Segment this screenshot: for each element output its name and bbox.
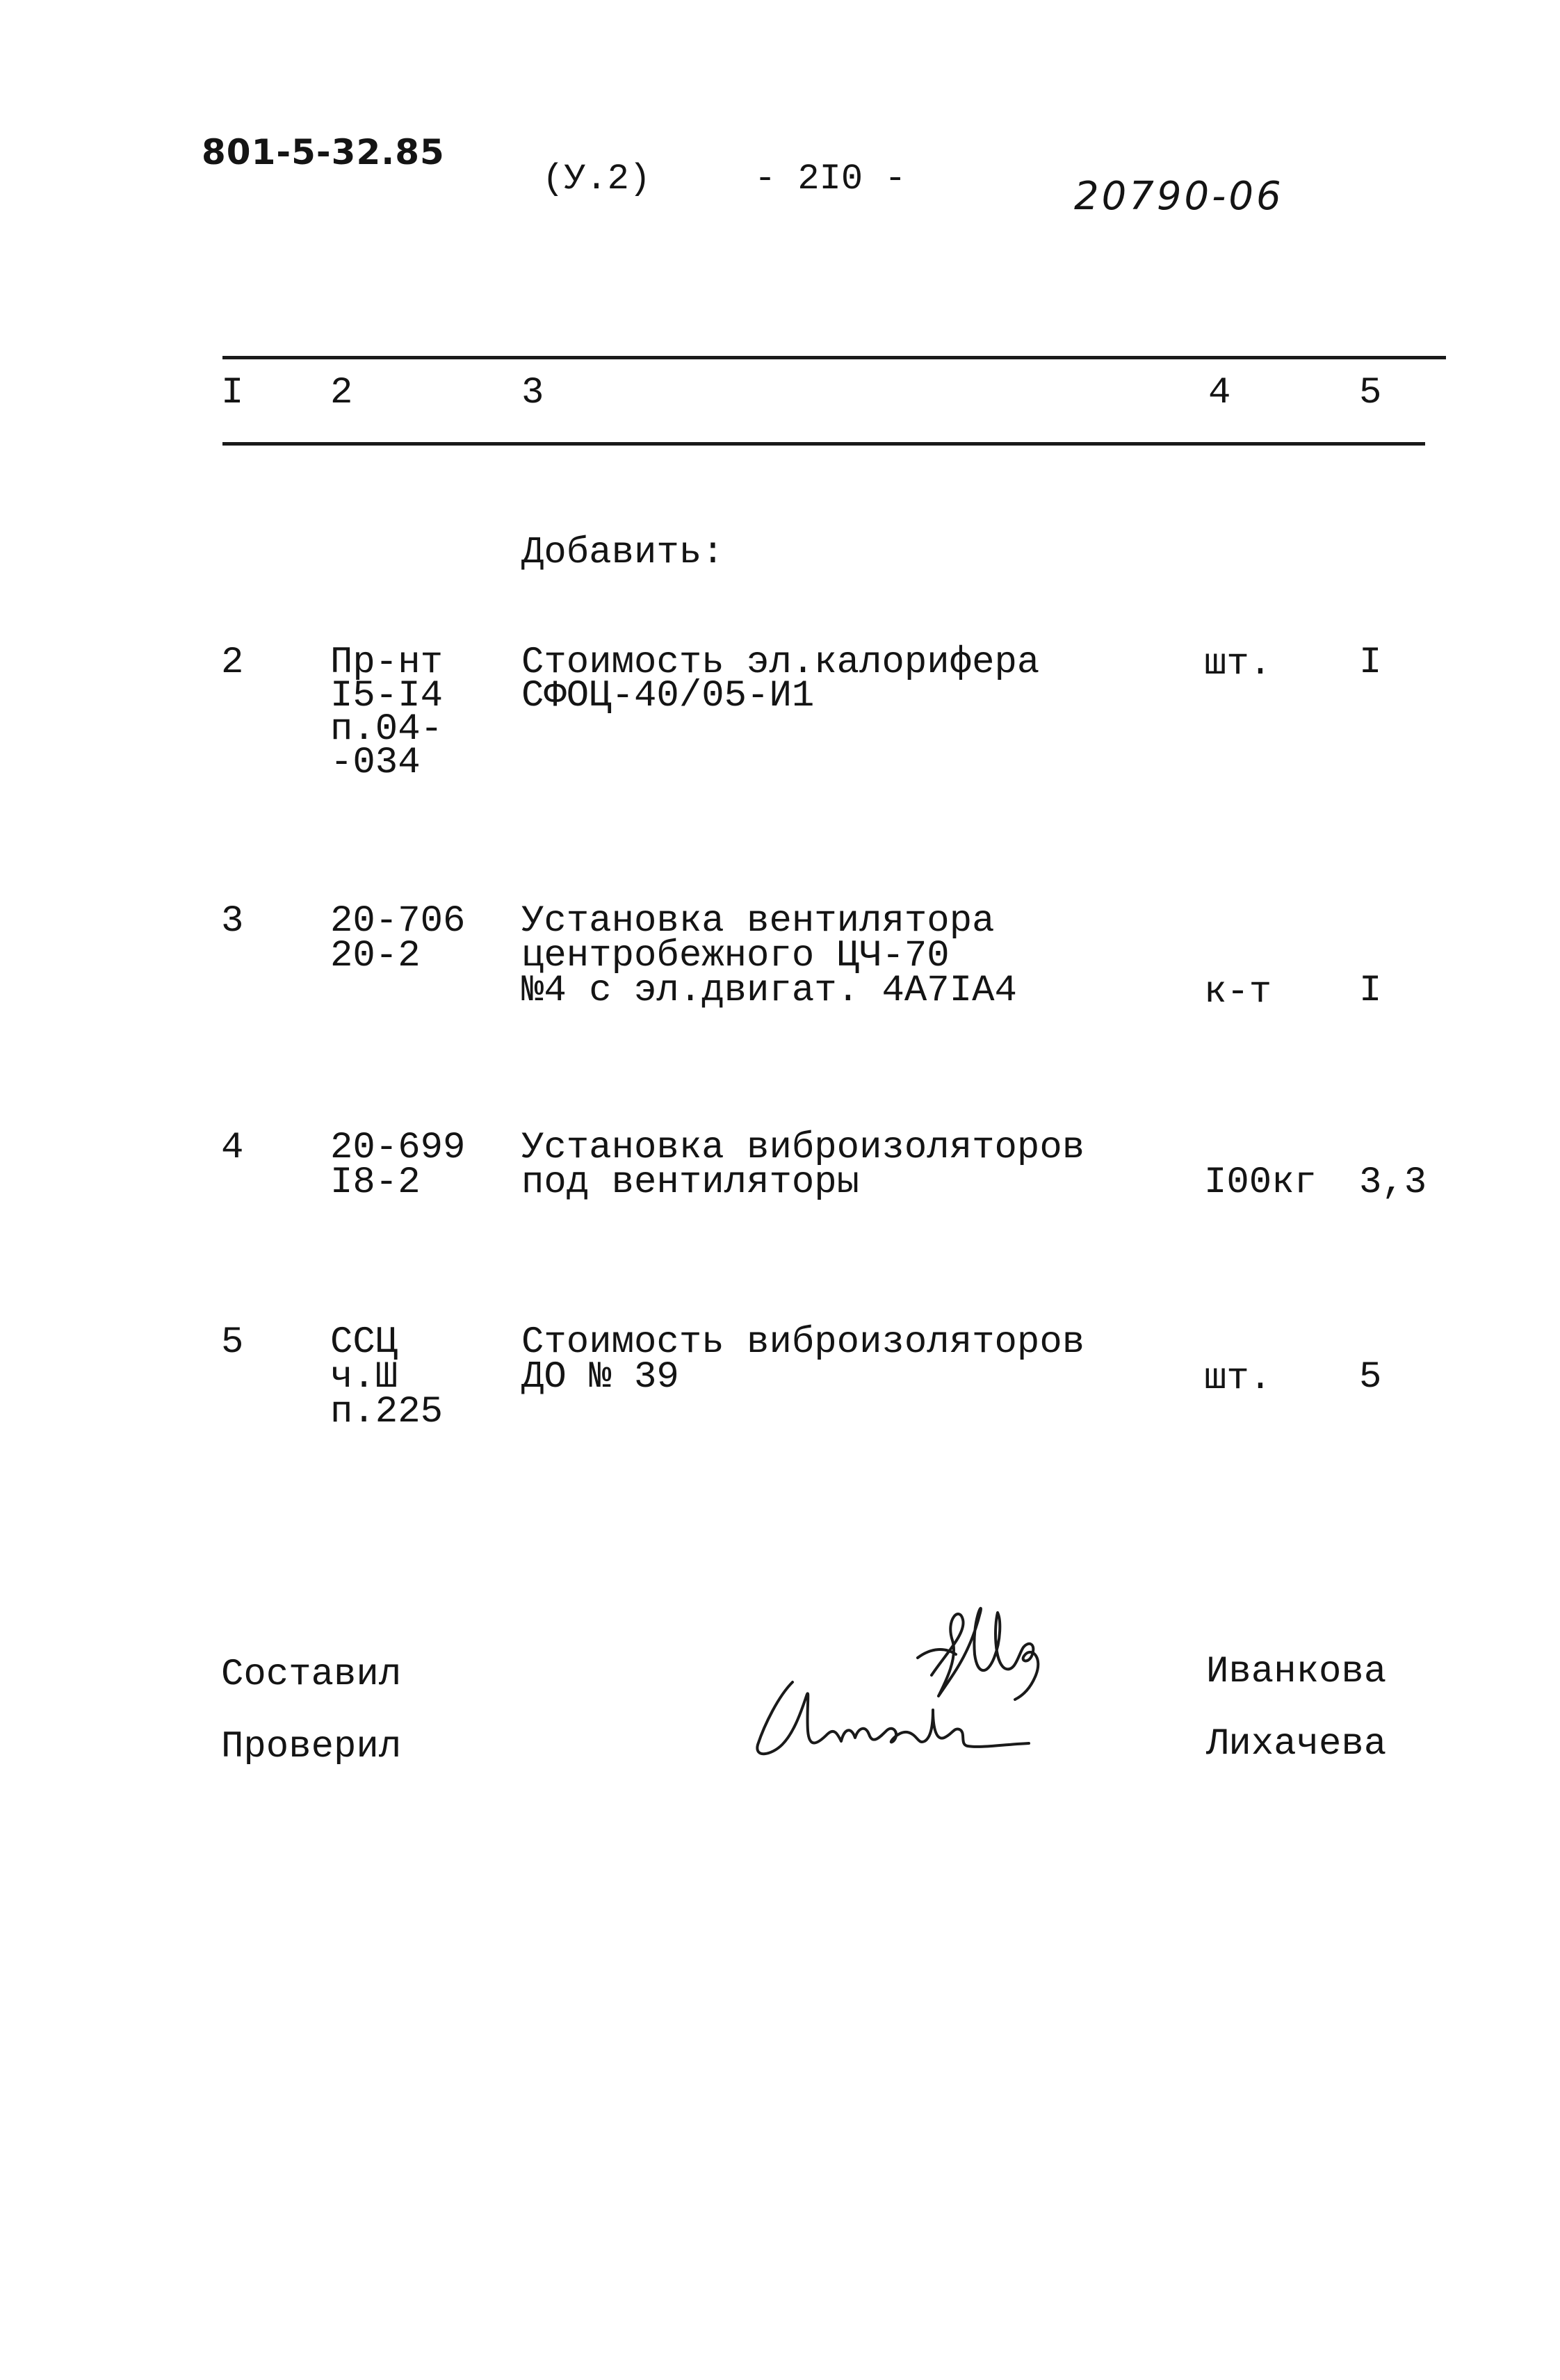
row-unit: шт.: [1204, 643, 1272, 685]
column-header-1: I: [221, 372, 244, 414]
row-description-line: ДО № 39: [521, 1356, 679, 1399]
table-top-rule: [222, 356, 1446, 359]
row-description-line: Стоимость виброизоляторов: [521, 1321, 1085, 1364]
column-header-3: 3: [521, 372, 544, 414]
row-unit: шт.: [1204, 1358, 1272, 1400]
column-header-2: 2: [330, 372, 353, 414]
row-description-line: Установка виброизоляторов: [521, 1127, 1085, 1169]
compiled-by-name: Иванкова: [1206, 1651, 1387, 1693]
row-code-line: ССЦ: [330, 1321, 398, 1364]
row-description-line: центробежного ЦЧ-70: [521, 935, 950, 977]
row-description-line: Установка вентилятора: [521, 900, 995, 943]
row-code-line: 20-699: [330, 1127, 466, 1169]
column-header-5: 5: [1359, 372, 1382, 414]
row-description-line: Стоимость эл.калорифера: [521, 642, 1040, 684]
checked-by-name: Лихачева: [1206, 1723, 1387, 1766]
row-description-line: СФОЦ-40/05-И1: [521, 675, 815, 717]
row-code-line: 20-706: [330, 900, 466, 943]
row-quantity: 3,3: [1359, 1162, 1427, 1204]
document-code: 801-5-32.85: [202, 132, 445, 172]
row-code-line: Пр-нт: [330, 642, 444, 684]
row-description-line: №4 с эл.двигат. 4А7IА4: [521, 970, 1017, 1012]
row-description-line: под вентиляторы: [521, 1162, 860, 1204]
row-code-line: ч.Ш: [330, 1356, 398, 1399]
row-code-line: -034: [330, 742, 421, 784]
row-number: 4: [221, 1127, 244, 1169]
row-number: 3: [221, 900, 244, 943]
compiled-by-label: Составил: [221, 1654, 402, 1696]
row-quantity: 5: [1359, 1356, 1382, 1399]
row-unit: I00кг: [1204, 1162, 1317, 1204]
row-unit: к-т: [1204, 971, 1272, 1013]
checked-by-label: Проверил: [221, 1726, 402, 1768]
handwritten-signature: [751, 1668, 1043, 1772]
row-code-line: п.225: [330, 1391, 444, 1433]
row-number: 2: [221, 642, 244, 684]
page-number: - 2I0 -: [754, 158, 907, 199]
column-header-4: 4: [1208, 372, 1231, 414]
inventory-number: 20790-06: [1074, 174, 1284, 219]
row-code-line: 20-2: [330, 935, 421, 977]
section-title: Добавить:: [521, 532, 724, 574]
album-number: (У.2): [542, 158, 651, 199]
row-quantity: I: [1359, 970, 1382, 1012]
row-quantity: I: [1359, 642, 1382, 684]
row-number: 5: [221, 1321, 244, 1364]
row-code-line: п.04-: [330, 708, 444, 751]
table-header-rule: [222, 442, 1425, 446]
row-code-line: I8-2: [330, 1162, 421, 1204]
row-code-line: I5-I4: [330, 675, 444, 717]
